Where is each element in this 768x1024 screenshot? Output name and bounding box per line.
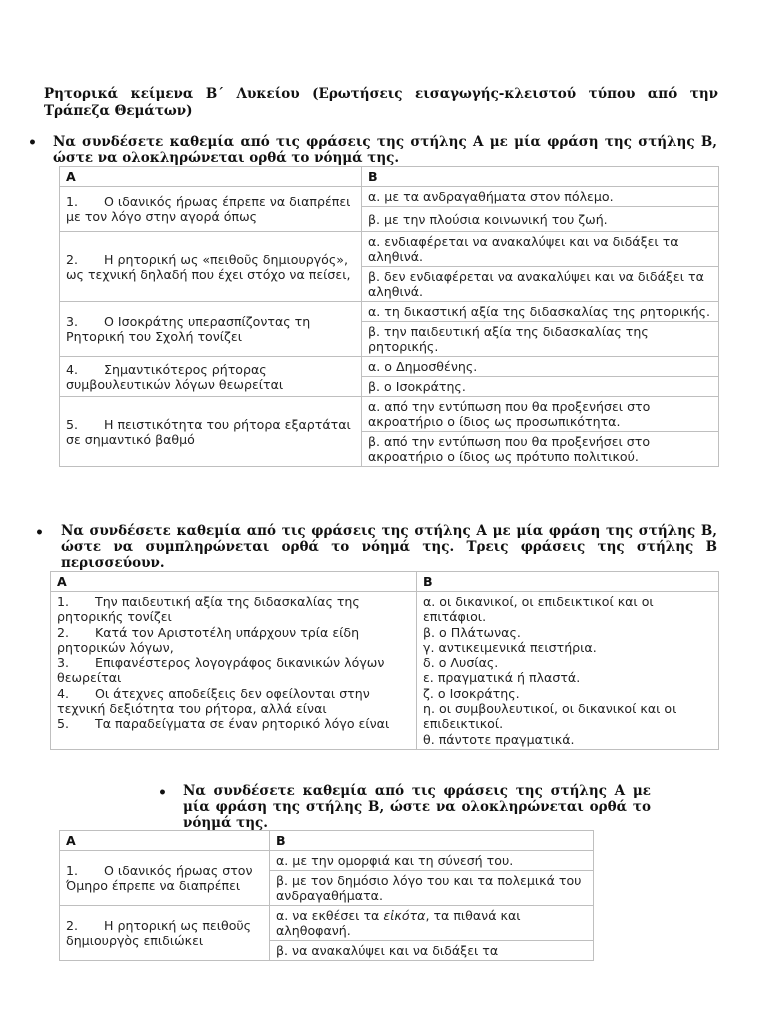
- column-b-cell: α. με την ομορφιά και τη σύνεσή του.: [270, 851, 594, 871]
- column-b-cell: β. από την εντύπωση που θα προξενήσει στο ακροατήριο ο ίδιος ως πρότυπο πολιτικού.: [362, 432, 719, 467]
- bullet-2: •: [35, 525, 44, 541]
- item-number: 2.: [57, 624, 70, 640]
- list-item: [57, 716, 410, 731]
- column-b-cell: β. να ανακαλύψει και να διδάξει τα: [270, 941, 594, 961]
- list-item: [57, 686, 410, 717]
- option-emphasis: εἰκότα: [383, 908, 426, 923]
- table-row: [60, 397, 719, 432]
- list-item: [57, 655, 410, 686]
- table-row: [60, 906, 594, 941]
- option-text: , τα πιθανά και αληθοφανή.: [276, 908, 521, 938]
- column-a-cell: [60, 357, 362, 397]
- item-number: 3.: [57, 655, 70, 671]
- column-b-cell: β. με τον δημόσιο λόγο του και τα πολεμικά του ανδραγαθήματα.: [270, 871, 594, 906]
- row-text: Η ρητορική ως «πειθοῦς δημιουργός», ως τεχνική δηλαδή που έχει στόχο να πείσει,: [66, 251, 351, 282]
- column-b-cell: α. ενδιαφέρεται να ανακαλύψει και να διδάξει τα αληθινά.: [362, 232, 719, 267]
- table-row: [51, 592, 719, 750]
- list-item: η. οι συμβουλευτικοί, οι δικανικοί και οι επιδεικτικοί.: [423, 701, 677, 732]
- column-b-cell: β. με την πλούσια κοινωνική του ζωή.: [362, 207, 719, 232]
- item-text: Την παιδευτική αξία της διδασκαλίας της ρητορικής τονίζει: [57, 594, 360, 625]
- column-b-cell: β. την παιδευτική αξία της διδασκαλίας της ρητορικής.: [362, 322, 719, 357]
- bullet-1: •: [28, 135, 37, 151]
- row-text: Ο ιδανικός ήρωας έπρεπε να διαπρέπει με τον λόγο στην αγορά όπως: [66, 194, 351, 224]
- row-number: 4.: [66, 361, 79, 377]
- list-item: δ. ο Λυσίας.: [423, 655, 499, 671]
- list-item: [57, 594, 410, 625]
- row-number: 1.: [66, 863, 79, 878]
- table-header-row: [60, 167, 719, 187]
- row-number: 3.: [66, 314, 79, 329]
- column-b-cell: [270, 906, 594, 941]
- table-row: [60, 357, 719, 377]
- table-row: [60, 232, 719, 267]
- item-number: 5.: [57, 716, 70, 732]
- list-item: [57, 625, 410, 656]
- column-b-list: [417, 592, 719, 750]
- row-number: 5.: [66, 416, 79, 432]
- document-title: Ρητορικά κείμενα Β΄ Λυκείου (Ερωτήσεις εισαγωγής-κλειστού τύπου από την Τράπεζα Θεμάτων): [44, 86, 718, 119]
- list-item: β. ο Πλάτωνας.: [423, 624, 521, 640]
- list-item: γ. αντικειμενικά πειστήρια.: [423, 639, 597, 655]
- item-number: 1.: [57, 594, 70, 609]
- item-text: Επιφανέστερος λογογράφος δικανικών λόγων θεωρείται: [57, 655, 385, 686]
- item-number: 4.: [57, 685, 70, 701]
- column-b-cell: β. δεν ενδιαφέρεται να ανακαλύψει και να διδάξει τα αληθινά.: [362, 267, 719, 302]
- table-row: [60, 187, 719, 207]
- row-text: Η πειστικότητα του ρήτορα εξαρτάται σε σημαντικό βαθμό: [66, 416, 351, 447]
- column-b-cell: α. τη δικαστική αξία της διδασκαλίας της ρητορικής.: [362, 302, 719, 322]
- column-a-header: Α: [60, 167, 362, 187]
- column-b-header: Β: [417, 572, 719, 592]
- list-item: ε. πραγματικά ή πλαστά.: [423, 670, 581, 686]
- exercise-2-table: [50, 571, 719, 750]
- item-text: Κατά τον Αριστοτέλη υπάρχουν τρία είδη ρητορικών λόγων,: [57, 624, 360, 655]
- list-item: α. οι δικανικοί, οι επιδεικτικοί και οι επιτάφιοι.: [423, 594, 654, 625]
- table-header-row: [51, 572, 719, 592]
- exercise-2-instruction: Να συνδέσετε καθεμία από τις φράσεις της στήλης Α με μία φράση της στήλης Β, ώστε να συμπληρώνεται ορθά το νόημά της. Τρεις φράσεις της στήλης Β περισσεύουν.: [61, 523, 717, 571]
- row-text: Σημαντικότερος ρήτορας συμβουλευτικών λόγων θεωρείται: [66, 361, 284, 392]
- table-row: [60, 302, 719, 322]
- list-item: ζ. ο Ισοκράτης.: [423, 685, 520, 701]
- column-a-cell: [60, 397, 362, 467]
- column-a-cell: [60, 187, 362, 232]
- column-b-cell: α. ο Δημοσθένης.: [362, 357, 719, 377]
- item-text: Τα παραδείγματα σε έναν ρητορικό λόγο είναι: [95, 716, 390, 732]
- option-text: α. να εκθέσει τα: [276, 908, 384, 923]
- row-text: Ο ιδανικός ήρωας στον Όμηρο έπρεπε να διαπρέπει: [66, 863, 253, 893]
- table-header-row: [60, 831, 594, 851]
- row-number: 2.: [66, 918, 79, 933]
- column-a-list: [51, 592, 417, 750]
- column-b-cell: β. ο Ισοκράτης.: [362, 377, 719, 397]
- item-text: Οι άτεχνες αποδείξεις δεν οφείλονται στην τεχνική δεξιότητα του ρήτορα, αλλά είναι: [57, 685, 370, 717]
- column-b-header: Β: [362, 167, 719, 187]
- table-row: [60, 851, 594, 871]
- exercise-1-instruction: Να συνδέσετε καθεμία από τις φράσεις της στήλης Α με μία φράση της στήλης Β, ώστε να ολοκληρώνεται ορθά το νόημά της.: [53, 134, 717, 166]
- column-a-header: Α: [60, 831, 270, 851]
- row-number: 2.: [66, 251, 79, 267]
- list-item: θ. πάντοτε πραγματικά.: [423, 731, 575, 747]
- column-a-cell: [60, 302, 362, 357]
- row-number: 1.: [66, 194, 79, 209]
- exercise-1-table: [59, 166, 719, 467]
- exercise-3-table: [59, 830, 594, 961]
- column-b-cell: α. από την εντύπωση που θα προξενήσει στο ακροατήριο ο ίδιος ως προσωπικότητα.: [362, 397, 719, 432]
- bullet-3: •: [158, 785, 167, 801]
- exercise-3-instruction: Να συνδέσετε καθεμία από τις φράσεις της στήλης Α με μία φράση της στήλης Β, ώστε να ολοκληρώνεται ορθά το νόημά της.: [183, 783, 651, 831]
- column-b-header: Β: [270, 831, 594, 851]
- column-a-cell: [60, 851, 270, 906]
- column-a-header: Α: [51, 572, 417, 592]
- column-a-cell: [60, 232, 362, 302]
- row-text: Ο Ισοκράτης υπερασπίζοντας τη Ρητορική του Σχολή τονίζει: [66, 314, 311, 344]
- row-text: Η ρητορική ως πειθοῦς δημιουργὸς επιδιώκει: [66, 918, 252, 948]
- column-a-cell: [60, 906, 270, 961]
- column-b-cell: α. με τα ανδραγαθήματα στον πόλεμο.: [362, 187, 719, 207]
